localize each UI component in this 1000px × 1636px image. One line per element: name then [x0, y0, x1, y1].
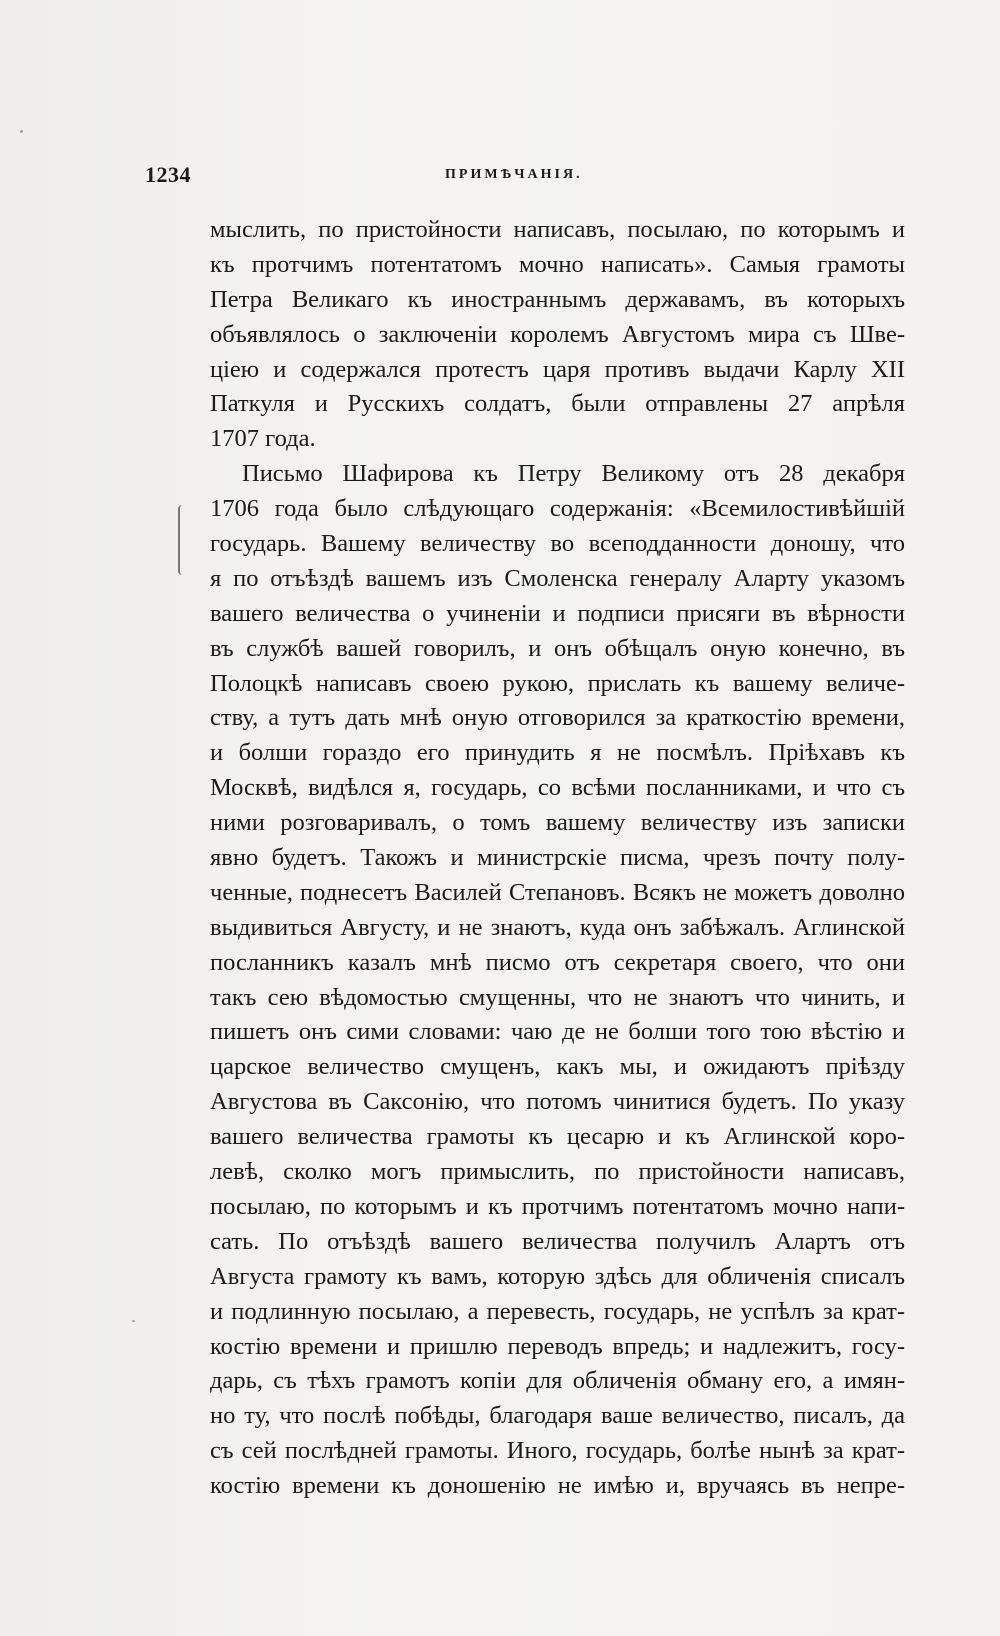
text-line: царское величество смущенъ, какъ мы, и ожидаютъ пріѣзду [210, 1053, 905, 1081]
text-line: государь. Вашему величеству во всеподданности доношу, что [210, 530, 905, 558]
paper-speck [20, 130, 23, 133]
text-line: 1706 года было слѣдующаго содержанія: «Всемилостивѣйшій [210, 495, 905, 523]
text-line: вашего величества о учиненіи и подписи присяги въ вѣрности [210, 599, 905, 627]
text-line: Письмо Шафирова къ Петру Великому отъ 28 декабря [242, 460, 905, 488]
text-line: и подлинную посылаю, а перевесть, государь, не успѣлъ за крат- [210, 1297, 905, 1325]
text-line: вашего величества грамоты къ цесарю и къ Аглинской коро- [210, 1123, 905, 1151]
body-text [210, 213, 905, 1504]
text-line: дарь, съ тѣхъ грамотъ копіи для обличенія обману его, а имян- [210, 1367, 905, 1395]
text-line: левѣ, сколко могъ примыслить, по пристойности написавъ, [210, 1158, 905, 1186]
text-line: Петра Великаго къ иностраннымъ державамъ, въ которыхъ [210, 285, 905, 313]
text-line: такъ сею вѣдомостью смущенны, что не знаютъ что чинить, и [210, 983, 905, 1011]
page-number: 1234 [145, 162, 191, 187]
text-line: но ту, что послѣ побѣды, благодаря ваше величество, писалъ, да [210, 1402, 905, 1430]
text-line: костію времени къ доношенію не имѣю и, вручаясь въ непре- [210, 1472, 905, 1500]
text-line: въ службѣ вашей говорилъ, и онъ обѣщалъ оную конечно, въ [210, 634, 905, 662]
text-line: Августова въ Саксонію, что потомъ чинитися будетъ. По указу [210, 1088, 905, 1116]
text-line: посылаю, по которымъ и къ протчимъ потентатомъ мочно напи- [210, 1192, 905, 1220]
text-line: ціею и содержался протестъ царя противъ выдачи Карлу XII [210, 355, 905, 383]
text-line: сать. По отъѣздѣ вашего величества получилъ Алартъ отъ [210, 1227, 905, 1255]
paper-speck [132, 1320, 135, 1322]
text-line: ству, а тутъ дать мнѣ оную отговорился за краткостію времени, [210, 704, 905, 732]
text-line: Паткуля и Русскихъ солдатъ, были отправлены 27 апрѣля [210, 390, 905, 418]
text-line: 1707 года. [210, 425, 316, 453]
text-line: и болши гораздо его принудить я не посмѣлъ. Пріѣхавъ къ [210, 739, 905, 767]
text-line: Августа грамоту къ вамъ, которую здѣсь для обличенія списалъ [210, 1262, 905, 1290]
text-line: я по отъѣздѣ вашемъ изъ Смоленска генералу Аларту указомъ [210, 564, 905, 592]
running-title: ПРИМѢЧАНІЯ. [445, 167, 583, 182]
text-line: съ сей послѣдней грамоты. Иного, государь, болѣе нынѣ за крат- [210, 1437, 905, 1465]
text-line: костію времени и пришлю переводъ впредь; и надлежитъ, госу- [210, 1332, 905, 1360]
text-line: явно будетъ. Такожъ и министрскіе писма, чрезъ почту полу- [210, 844, 905, 872]
text-line: мыслить, по пристойности написавъ, посылаю, по которымъ и [210, 216, 905, 243]
text-line: Москвѣ, видѣлся я, государь, со всѣми посланниками, и что съ [210, 774, 905, 802]
text-line: посланникъ казалъ мнѣ писмо отъ секретаря своего, что они [210, 948, 905, 976]
text-line: ними розговаривалъ, о томъ вашему величеству изъ записки [210, 809, 905, 837]
text-line: ченные, поднесетъ Василей Степановъ. Всякъ не можетъ доволно [210, 878, 905, 906]
margin-bracket-mark [178, 505, 184, 575]
text-line: къ протчимъ потентатомъ мочно написать». Самыя грамоты [210, 250, 905, 278]
text-line: Полоцкѣ написавъ своею рукою, прислать къ вашему величе- [210, 669, 905, 697]
text-line: объявлялось о заключеніи королемъ Августомъ мира съ Шве- [210, 320, 905, 348]
text-line: выдивиться Августу, и не знаютъ, куда онъ забѣжалъ. Аглинской [210, 913, 905, 941]
text-line: пишетъ онъ сими словами: чаю де не болши того тою вѣстію и [210, 1018, 905, 1046]
page-header [145, 162, 925, 192]
